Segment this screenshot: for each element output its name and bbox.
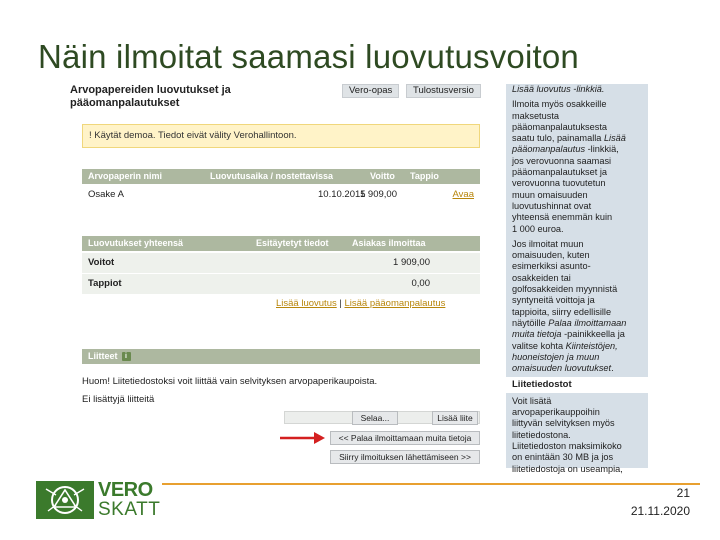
help-text: Ilmoita myös osakkeille <box>512 99 607 110</box>
col-sale-date: Luovutusaika / nostettavissa <box>210 171 334 181</box>
losses-value: 0,00 <box>411 278 430 289</box>
tab-vero-opas[interactable]: Vero-opas <box>342 84 399 98</box>
sales-table-header <box>82 169 480 184</box>
gains-value: 1 909,00 <box>393 257 430 268</box>
footer-divider <box>162 483 700 485</box>
gains-label: Voitot <box>88 257 115 268</box>
add-attachment-button[interactable]: Lisää liite <box>432 411 478 425</box>
attachments-header: Liitteet i <box>82 349 480 364</box>
security-name: Osake A <box>88 189 124 200</box>
logo-text-skatt: SKATT <box>98 499 161 520</box>
tab-tulostusversio[interactable]: Tulostusversio <box>406 84 481 98</box>
help-sidebar: Lisää luovutus -linkkiä. Ilmoita myös osakkeille maksetusta pääomanpalautuksesta saatu tulo, painamalla Lisää pääomanpalautus -linkkiä, jos verovuonna saamasi pääomanpalautukset ja verovuonna tuovutetun muun omaisuuden luovutushinnat ovat yhteensä enemmän kuin 1 000 euroa. Jos ilmoitat muun omaisuuden, kuten esimerkiksi asunto- osakkeiden tai golfosakkeiden myynnistä syntyneitä voittoja ja tappioita, siirry edellisille näytöille Palaa ilmoittamaan muita tietoja -painikkeella ja valitse kohta Kiinteistöjen, huoneistojen ja muun omaisuuden luovutukset. Liitetiedostot Voit lisätä arvopaperikauppoihin liittyvän selvityksen myös liitetiedostona. Liitetiedoston maksimikoko on enintään 30 MB ja jos liitetiedostoja on useampia, <box>506 84 648 468</box>
col-loss: Tappio <box>410 171 439 181</box>
col-gain: Voitto <box>370 171 395 181</box>
app-screenshot <box>70 84 482 468</box>
sale-date: 10.10.2015 <box>318 189 366 200</box>
attachments-help-title: Liitetiedostot <box>506 377 648 392</box>
logo-text-vero: VERO <box>98 479 153 501</box>
add-sale-link[interactable]: Lisää luovutus <box>276 298 337 309</box>
back-button[interactable]: << Palaa ilmoittamaan muita tietoja <box>330 431 480 445</box>
info-icon[interactable]: i <box>122 352 131 361</box>
arrow-right-icon <box>278 431 326 445</box>
help-text: Lisää luovutus -linkkiä. <box>512 84 605 94</box>
col-prefilled: Esitäytetyt tiedot <box>256 238 329 248</box>
add-links <box>276 298 445 309</box>
open-link[interactable]: Avaa <box>452 189 474 200</box>
table-row <box>82 274 480 294</box>
link-separator: | <box>339 298 342 309</box>
gain-value: 1 909,00 <box>360 189 397 200</box>
table-row <box>82 185 480 205</box>
slide-title: Näin ilmoitat saamasi luovutusvoiton <box>38 38 579 75</box>
losses-label: Tappiot <box>88 278 122 289</box>
next-button[interactable]: Siirry ilmoituksen lähettämiseen >> <box>330 450 480 464</box>
col-totals: Luovutukset yhteensä <box>88 238 184 248</box>
slide-date: 21.11.2020 <box>630 504 690 518</box>
col-security-name: Arvopaperin nimi <box>88 171 163 181</box>
browse-button[interactable]: Selaa... <box>352 411 398 425</box>
add-capital-link[interactable]: Lisää pääomanpalautus <box>344 298 446 309</box>
table-row <box>82 253 480 273</box>
tax-emblem-icon <box>36 481 94 519</box>
col-customer: Asiakas ilmoittaa <box>352 238 426 248</box>
page-heading: Arvopapereiden luovutukset ja pääomanpalautukset <box>70 84 231 109</box>
totals-table-header <box>82 236 480 251</box>
page-number: 21 <box>676 486 690 500</box>
attachments-description: Huom! Liitetiedostoksi voit liittää vain selvityksen arvopaperikaupoista. <box>82 376 378 387</box>
no-attachments: Ei lisättyjä liitteitä <box>82 394 155 405</box>
vero-logo <box>36 479 161 520</box>
demo-notice: ! Käytät demoa. Tiedot eivät välity Verohallintoon. <box>82 124 480 148</box>
